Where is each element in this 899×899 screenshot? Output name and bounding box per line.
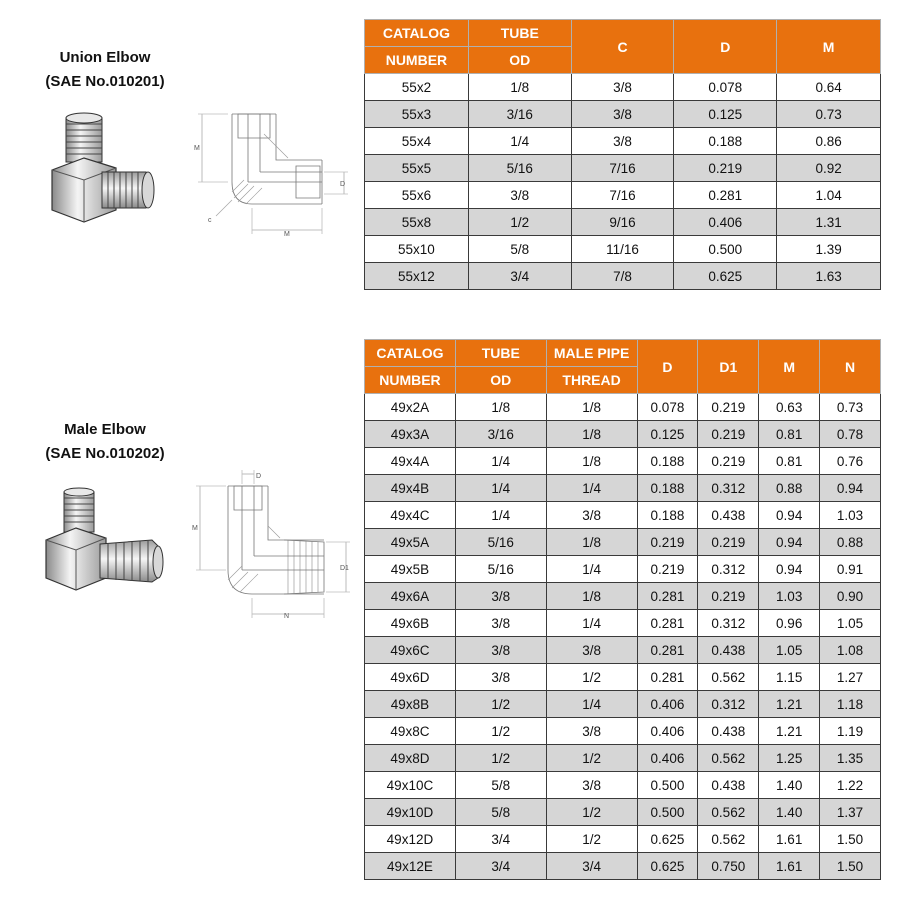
male-dim-n: N (284, 613, 290, 620)
table-row (365, 691, 881, 718)
table-cell: 5/8 (455, 772, 546, 799)
table-cell: 5/16 (455, 529, 546, 556)
male-elbow-sae: (SAE No.010202) (45, 445, 165, 462)
table-row (365, 101, 881, 128)
table-cell: 3/8 (468, 182, 571, 209)
union-dim-m-bottom: M (284, 231, 290, 238)
table-row (365, 772, 881, 799)
table-cell: 49x8D (365, 745, 456, 772)
col-catalog-bottom: NUMBER (365, 47, 469, 74)
table-cell: 0.219 (698, 394, 759, 421)
table-cell: 0.188 (637, 475, 698, 502)
col-tube-bottom: OD (468, 47, 571, 74)
table-cell: 0.438 (698, 772, 759, 799)
table-cell: 0.78 (820, 421, 881, 448)
table-row (365, 263, 881, 290)
table-cell: 49x4B (365, 475, 456, 502)
col-catalog-top: CATALOG (365, 340, 456, 367)
table-cell: 1/4 (546, 610, 637, 637)
table-cell: 3/16 (455, 421, 546, 448)
table-cell: 49x5A (365, 529, 456, 556)
table-cell: 49x12E (365, 853, 456, 880)
union-elbow-table-body (365, 74, 881, 290)
table-row (365, 502, 881, 529)
table-cell: 49x5B (365, 556, 456, 583)
union-elbow-label (20, 46, 190, 94)
union-elbow-photo (44, 110, 164, 230)
table-cell: 55x8 (365, 209, 469, 236)
table-cell: 0.188 (637, 448, 698, 475)
table-cell: 49x6A (365, 583, 456, 610)
table-cell: 0.64 (777, 74, 881, 101)
male-elbow-table (364, 339, 881, 880)
table-cell: 0.219 (698, 583, 759, 610)
table-cell: 3/8 (455, 610, 546, 637)
table-cell: 0.625 (637, 826, 698, 853)
table-cell: 5/8 (455, 799, 546, 826)
union-elbow-table (364, 19, 881, 290)
table-cell: 1.25 (759, 745, 820, 772)
table-cell: 7/8 (571, 263, 674, 290)
male-elbow-table-body (365, 394, 881, 880)
table-cell: 1/4 (546, 691, 637, 718)
table-cell: 3/8 (455, 583, 546, 610)
table-cell: 49x2A (365, 394, 456, 421)
table-cell: 3/8 (455, 664, 546, 691)
table-cell: 1.08 (820, 637, 881, 664)
table-cell: 1.31 (777, 209, 881, 236)
col-d: D (674, 20, 777, 74)
table-cell: 0.63 (759, 394, 820, 421)
table-row (365, 583, 881, 610)
table-cell: 55x12 (365, 263, 469, 290)
table-cell: 0.406 (637, 745, 698, 772)
male-elbow-drawing (188, 470, 358, 620)
table-cell: 0.73 (777, 101, 881, 128)
table-cell: 0.188 (674, 128, 777, 155)
table-cell: 0.81 (759, 448, 820, 475)
table-cell: 0.125 (637, 421, 698, 448)
table-row (365, 236, 881, 263)
table-row (365, 637, 881, 664)
table-cell: 1/8 (546, 421, 637, 448)
table-cell: 3/8 (546, 637, 637, 664)
table-cell: 0.281 (637, 610, 698, 637)
table-cell: 0.562 (698, 826, 759, 853)
table-cell: 0.406 (674, 209, 777, 236)
table-cell: 1.63 (777, 263, 881, 290)
col-d: D (637, 340, 698, 394)
male-dim-d: D (256, 473, 262, 480)
table-cell: 0.88 (820, 529, 881, 556)
table-cell: 49x4A (365, 448, 456, 475)
table-row (365, 448, 881, 475)
col-tube-top: TUBE (468, 20, 571, 47)
table-cell: 55x2 (365, 74, 469, 101)
table-cell: 7/16 (571, 182, 674, 209)
table-cell: 0.406 (637, 718, 698, 745)
table-cell: 1.05 (820, 610, 881, 637)
table-cell: 1/2 (546, 799, 637, 826)
table-cell: 0.188 (637, 502, 698, 529)
table-cell: 0.078 (637, 394, 698, 421)
union-elbow-sae: (SAE No.010201) (45, 73, 165, 90)
table-cell: 0.73 (820, 394, 881, 421)
col-tube-bottom: OD (455, 367, 546, 394)
table-cell: 0.438 (698, 718, 759, 745)
table-cell: 1.21 (759, 691, 820, 718)
table-cell: 0.96 (759, 610, 820, 637)
table-cell: 3/8 (571, 101, 674, 128)
table-cell: 1/2 (455, 745, 546, 772)
table-cell: 0.281 (674, 182, 777, 209)
table-cell: 3/4 (468, 263, 571, 290)
union-dim-c: c (208, 217, 212, 224)
table-row (365, 799, 881, 826)
table-cell: 1.37 (820, 799, 881, 826)
table-row (365, 826, 881, 853)
table-cell: 0.125 (674, 101, 777, 128)
table-cell: 1/2 (468, 209, 571, 236)
col-n: N (820, 340, 881, 394)
table-cell: 3/16 (468, 101, 571, 128)
table-row (365, 745, 881, 772)
table-cell: 1.04 (777, 182, 881, 209)
table-cell: 1/4 (455, 475, 546, 502)
table-row (365, 209, 881, 236)
table-cell: 3/8 (546, 718, 637, 745)
table-cell: 0.562 (698, 664, 759, 691)
table-cell: 0.500 (674, 236, 777, 263)
table-cell: 49x10C (365, 772, 456, 799)
table-row (365, 155, 881, 182)
union-dim-m-side: M (194, 145, 200, 152)
table-cell: 1.50 (820, 826, 881, 853)
table-cell: 1/4 (455, 448, 546, 475)
table-cell: 55x10 (365, 236, 469, 263)
col-tube-top: TUBE (455, 340, 546, 367)
table-cell: 0.312 (698, 475, 759, 502)
table-cell: 1/4 (546, 475, 637, 502)
table-cell: 0.219 (674, 155, 777, 182)
table-cell: 0.94 (759, 529, 820, 556)
col-catalog-bottom: NUMBER (365, 367, 456, 394)
table-cell: 1/2 (455, 718, 546, 745)
table-cell: 1/2 (546, 745, 637, 772)
male-dim-d1: D1 (340, 565, 349, 572)
table-cell: 49x8C (365, 718, 456, 745)
union-elbow-title: Union Elbow (59, 49, 151, 66)
table-cell: 1/4 (468, 128, 571, 155)
table-cell: 9/16 (571, 209, 674, 236)
table-cell: 0.281 (637, 583, 698, 610)
table-cell: 0.500 (637, 772, 698, 799)
table-cell: 3/8 (546, 772, 637, 799)
male-elbow-title: Male Elbow (64, 421, 146, 438)
table-cell: 7/16 (571, 155, 674, 182)
table-row (365, 421, 881, 448)
table-cell: 49x6B (365, 610, 456, 637)
table-cell: 1.35 (820, 745, 881, 772)
table-cell: 0.219 (698, 529, 759, 556)
table-cell: 0.94 (759, 556, 820, 583)
table-cell: 0.94 (820, 475, 881, 502)
table-row (365, 664, 881, 691)
table-row (365, 128, 881, 155)
table-cell: 0.562 (698, 745, 759, 772)
table-cell: 3/4 (455, 826, 546, 853)
table-cell: 49x12D (365, 826, 456, 853)
table-cell: 1/8 (546, 394, 637, 421)
table-cell: 5/16 (455, 556, 546, 583)
table-cell: 1/8 (455, 394, 546, 421)
table-cell: 0.88 (759, 475, 820, 502)
table-cell: 49x8B (365, 691, 456, 718)
table-row (365, 610, 881, 637)
table-cell: 3/4 (546, 853, 637, 880)
table-cell: 1/4 (455, 502, 546, 529)
table-cell: 1.40 (759, 799, 820, 826)
table-cell: 0.078 (674, 74, 777, 101)
table-cell: 0.562 (698, 799, 759, 826)
table-cell: 0.90 (820, 583, 881, 610)
table-cell: 1.39 (777, 236, 881, 263)
table-cell: 1.05 (759, 637, 820, 664)
table-cell: 1.21 (759, 718, 820, 745)
table-cell: 0.76 (820, 448, 881, 475)
col-pipe-top: MALE PIPE (546, 340, 637, 367)
table-cell: 55x3 (365, 101, 469, 128)
table-row (365, 475, 881, 502)
col-m: M (777, 20, 881, 74)
table-cell: 0.81 (759, 421, 820, 448)
table-cell: 0.312 (698, 556, 759, 583)
col-pipe-bottom: THREAD (546, 367, 637, 394)
table-cell: 11/16 (571, 236, 674, 263)
table-cell: 1/8 (546, 529, 637, 556)
male-dim-m: M (192, 525, 198, 532)
table-cell: 1.03 (820, 502, 881, 529)
table-row (365, 74, 881, 101)
union-elbow-drawing (188, 96, 358, 246)
table-cell: 1.50 (820, 853, 881, 880)
table-row (365, 718, 881, 745)
table-cell: 1/8 (546, 583, 637, 610)
table-cell: 0.438 (698, 637, 759, 664)
table-cell: 0.92 (777, 155, 881, 182)
table-cell: 0.91 (820, 556, 881, 583)
table-cell: 3/4 (455, 853, 546, 880)
table-cell: 49x6C (365, 637, 456, 664)
table-cell: 0.281 (637, 637, 698, 664)
table-cell: 1/2 (546, 826, 637, 853)
table-cell: 55x6 (365, 182, 469, 209)
table-cell: 1.22 (820, 772, 881, 799)
table-cell: 49x4C (365, 502, 456, 529)
male-elbow-photo (40, 486, 170, 596)
table-cell: 1.61 (759, 853, 820, 880)
table-cell: 1/8 (546, 448, 637, 475)
table-cell: 0.625 (637, 853, 698, 880)
table-cell: 55x5 (365, 155, 469, 182)
table-cell: 3/8 (571, 74, 674, 101)
table-cell: 1.18 (820, 691, 881, 718)
col-catalog-top: CATALOG (365, 20, 469, 47)
table-cell: 0.406 (637, 691, 698, 718)
table-cell: 5/16 (468, 155, 571, 182)
table-cell: 0.281 (637, 664, 698, 691)
table-row (365, 853, 881, 880)
table-cell: 3/8 (455, 637, 546, 664)
col-m: M (759, 340, 820, 394)
table-cell: 0.312 (698, 691, 759, 718)
table-cell: 3/8 (571, 128, 674, 155)
table-cell: 0.86 (777, 128, 881, 155)
table-cell: 1.61 (759, 826, 820, 853)
table-cell: 0.625 (674, 263, 777, 290)
table-cell: 0.219 (698, 448, 759, 475)
table-cell: 3/8 (546, 502, 637, 529)
table-row (365, 529, 881, 556)
table-cell: 0.94 (759, 502, 820, 529)
table-cell: 1.15 (759, 664, 820, 691)
table-cell: 1/8 (468, 74, 571, 101)
table-cell: 1/2 (455, 691, 546, 718)
table-cell: 1.27 (820, 664, 881, 691)
table-cell: 0.750 (698, 853, 759, 880)
table-cell: 49x6D (365, 664, 456, 691)
col-c: C (571, 20, 674, 74)
table-cell: 0.219 (637, 556, 698, 583)
table-cell: 0.219 (698, 421, 759, 448)
table-cell: 0.438 (698, 502, 759, 529)
table-cell: 1.19 (820, 718, 881, 745)
table-row (365, 394, 881, 421)
table-cell: 1.40 (759, 772, 820, 799)
table-cell: 49x3A (365, 421, 456, 448)
table-cell: 0.500 (637, 799, 698, 826)
table-cell: 49x10D (365, 799, 456, 826)
table-cell: 1/4 (546, 556, 637, 583)
table-cell: 0.312 (698, 610, 759, 637)
union-dim-d: D (340, 181, 346, 188)
table-cell: 1/2 (546, 664, 637, 691)
table-cell: 1.03 (759, 583, 820, 610)
table-cell: 0.219 (637, 529, 698, 556)
table-cell: 5/8 (468, 236, 571, 263)
col-d1: D1 (698, 340, 759, 394)
table-cell: 55x4 (365, 128, 469, 155)
table-row (365, 556, 881, 583)
male-elbow-label (20, 418, 190, 466)
table-row (365, 182, 881, 209)
